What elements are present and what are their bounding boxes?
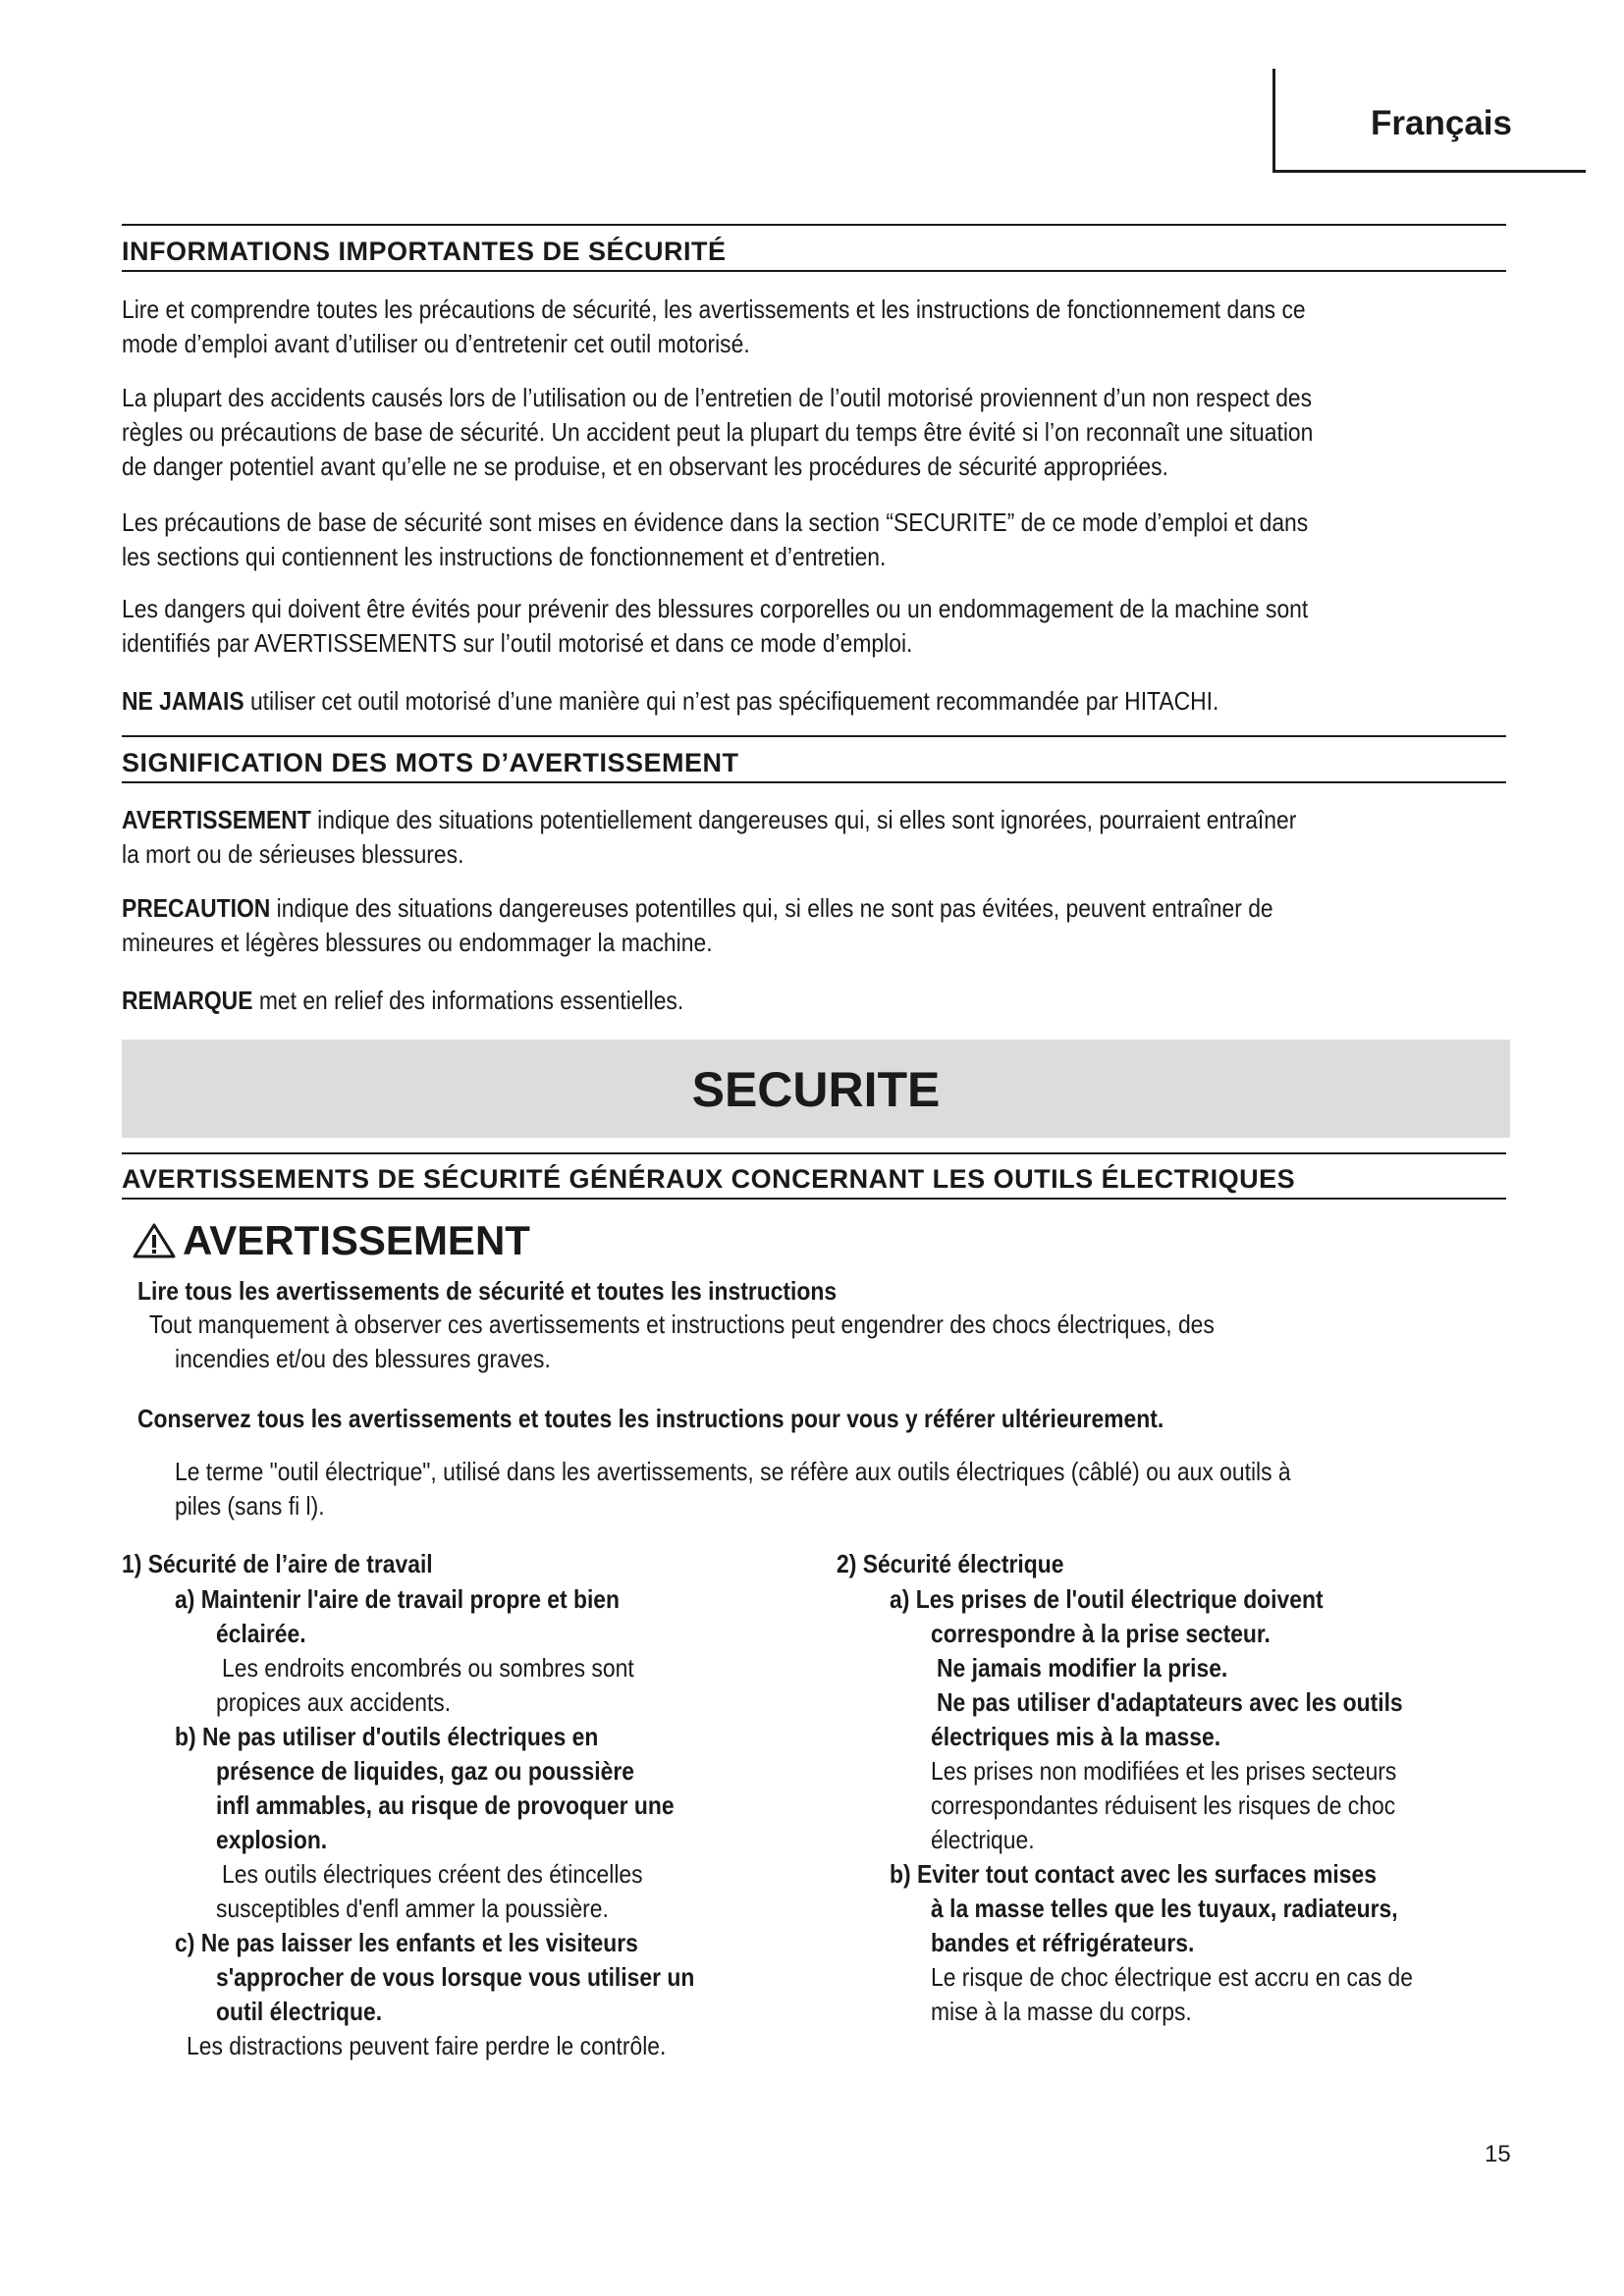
text-line: Ne pas utiliser d'adaptateurs avec les outils (937, 1687, 1403, 1717)
text-line: Les endroits encombrés ou sombres sont (222, 1653, 634, 1682)
text-line: Le risque de choc électrique est accru en cas de (931, 1962, 1413, 1992)
item-c-work-area (175, 1926, 813, 2063)
text-line: correspondantes réduisent les risques de choc (931, 1790, 1396, 1820)
text-line: électriques mis à la masse. (931, 1722, 1221, 1751)
keep-instructions (137, 1402, 1532, 1436)
text-line: piles (sans fi l). (175, 1491, 325, 1521)
language-tab (1272, 69, 1586, 173)
item-label: a) (890, 1584, 910, 1614)
text-line: propices aux accidents. (216, 1687, 452, 1717)
text-line: de danger potentiel avant qu’elle ne se produise, et en observant les procédures de sécurité appropriées. (122, 452, 1168, 481)
text-line: mise à la masse du corps. (931, 1997, 1192, 2026)
paragraph-caution-definition (122, 891, 1516, 960)
text-line: Le terme "outil électrique", utilisé dans les avertissements, se réfère aux outils électriques (câblé) ou aux outils à (175, 1457, 1291, 1486)
text-line: Maintenir l'aire de travail propre et bien (200, 1584, 621, 1614)
paragraph-read-understand (122, 293, 1516, 361)
banner-title: SECURITE (691, 1062, 941, 1117)
text-line: Ne jamais modifier la prise. (937, 1653, 1228, 1682)
item-label: b) (175, 1722, 196, 1751)
text-line: identifiés par AVERTISSEMENTS sur l’outil motorisé et dans ce mode d’emploi. (122, 628, 913, 658)
text-line: règles ou précautions de base de sécurité. Un accident peut la plupart du temps être évité si l’on reconnaît une situation (122, 417, 1314, 447)
text-line: bandes et réfrigérateurs. (931, 1928, 1195, 1957)
warning-label: AVERTISSEMENT (183, 1217, 530, 1263)
warning-title (132, 1217, 530, 1264)
text-run: met en relief des informations essentielles. (252, 986, 684, 1015)
text-line: mode d’emploi avant d’utiliser ou d’entretenir cet outil motorisé. (122, 329, 750, 358)
bold-keyword: AVERTISSEMENT (122, 805, 311, 834)
item-b-work-area (175, 1720, 813, 1926)
text-line: Les précautions de base de sécurité sont mises en évidence dans la section “SECURITE” de ce mode d’emploi et dans (122, 507, 1309, 537)
section-heading-important-info (122, 224, 1506, 272)
section-heading-general-warnings (122, 1152, 1506, 1200)
text-line: Ne pas utiliser d'outils électriques en (201, 1722, 599, 1751)
text-run: utiliser cet outil motorisé d’une manière qui n’est pas spécifiquement recommandée par HITACHI. (244, 686, 1219, 716)
item-a-work-area (175, 1582, 793, 1720)
paragraph-never (122, 684, 1516, 719)
securite-banner (122, 1040, 1510, 1138)
work-area-heading: 1) Sécurité de l’aire de travail (122, 1549, 433, 1578)
power-tool-term (175, 1455, 1510, 1523)
text-line: explosion. (216, 1825, 328, 1854)
text-line: outil électrique. (216, 1997, 383, 2026)
bold-keyword: REMARQUE (122, 986, 253, 1015)
text-line: Tout manquement à observer ces avertissements et instructions peut engendrer des chocs électriques, des (149, 1309, 1215, 1339)
item-b-electrical (890, 1857, 1518, 2029)
text-line: infl ammables, au risque de provoquer une (216, 1790, 675, 1820)
section-title: SIGNIFICATION DES MOTS D’AVERTISSEMENT (122, 748, 739, 777)
item-label: b) (890, 1859, 911, 1889)
text-line: Eviter tout contact avec les surfaces mises (916, 1859, 1377, 1889)
text-line: Les dangers qui doivent être évités pour prévenir des blessures corporelles ou un endommagement de la machine sont (122, 594, 1309, 623)
text-run: indique des situations potentiellement dangereuses qui, si elles sont ignorées, pourraient entraîner (310, 805, 1297, 834)
paragraph-warning-definition (122, 803, 1516, 872)
bold-keyword: PRECAUTION (122, 893, 271, 923)
text-line (122, 984, 1508, 1018)
section-heading-warning-words (122, 735, 1506, 783)
electrical-safety-heading: 2) Sécurité électrique (837, 1549, 1064, 1578)
text-line: présence de liquides, gaz ou poussière (216, 1756, 634, 1786)
text-line: Les prises de l'outil électrique doivent (915, 1584, 1324, 1614)
text-line (122, 803, 1508, 837)
paragraph-basic-precautions (122, 506, 1516, 574)
right-column (837, 1547, 1524, 1581)
text-line (122, 891, 1508, 926)
text-line: s'approcher de vous lorsque vous utiliser un (216, 1962, 695, 1992)
paragraph-dangers (122, 592, 1516, 661)
language-label: Français (1371, 104, 1512, 142)
text-line: correspondre à la prise secteur. (931, 1619, 1271, 1648)
text-line: la mort ou de sérieuses blessures. (122, 839, 464, 869)
item-label: a) (175, 1584, 195, 1614)
paragraph-accidents (122, 381, 1516, 484)
text-line: mineures et légères blessures ou endommager la machine. (122, 928, 713, 957)
section-title: AVERTISSEMENTS DE SÉCURITÉ GÉNÉRAUX CONCERNANT LES OUTILS ÉLECTRIQUES (122, 1164, 1296, 1194)
page-number: 15 (1485, 2141, 1511, 2167)
text-line: à la masse telles que les tuyaux, radiateurs, (931, 1894, 1398, 1923)
text-line: La plupart des accidents causés lors de l’utilisation ou de l’entretien de l’outil motorisé proviennent d’un non respect des (122, 383, 1313, 412)
item-label: c) (175, 1928, 195, 1957)
text-line: éclairée. (216, 1619, 306, 1648)
text-line: Les distractions peuvent faire perdre le contrôle. (187, 2031, 667, 2060)
text-line: Lire tous les avertissements de sécurité et toutes les instructions (137, 1276, 838, 1306)
section-title: INFORMATIONS IMPORTANTES DE SÉCURITÉ (122, 237, 727, 266)
text-run: indique des situations dangereuses potentilles qui, si elles ne sont pas évitées, peuvent entraîner de (270, 893, 1273, 923)
item-a-electrical (890, 1582, 1518, 1857)
left-column (122, 1547, 809, 1581)
text-line (122, 684, 1508, 719)
text-line: Conservez tous les avertissements et toutes les instructions pour vous y référer ultérieurement. (137, 1404, 1164, 1433)
read-all-heading (137, 1274, 1532, 1308)
text-line: les sections qui contiennent les instructions de fonctionnement et d’entretien. (122, 542, 887, 571)
text-line: Les prises non modifiées et les prises secteurs (931, 1756, 1397, 1786)
warning-triangle-icon (132, 1222, 177, 1259)
text-line: Ne pas laisser les enfants et les visiteurs (200, 1928, 638, 1957)
text-line: susceptibles d'enfl ammer la poussière. (216, 1894, 609, 1923)
text-line: incendies et/ou des blessures graves. (175, 1344, 551, 1373)
text-line: Les outils électriques créent des étincelles (222, 1859, 643, 1889)
paragraph-note-definition (122, 984, 1516, 1018)
text-line: Lire et comprendre toutes les précautions de sécurité, les avertissements et les instructions de fonctionnement dans ce (122, 294, 1306, 324)
bold-keyword: NE JAMAIS (122, 686, 244, 716)
text-line: électrique. (931, 1825, 1035, 1854)
read-all-body (149, 1308, 1510, 1376)
